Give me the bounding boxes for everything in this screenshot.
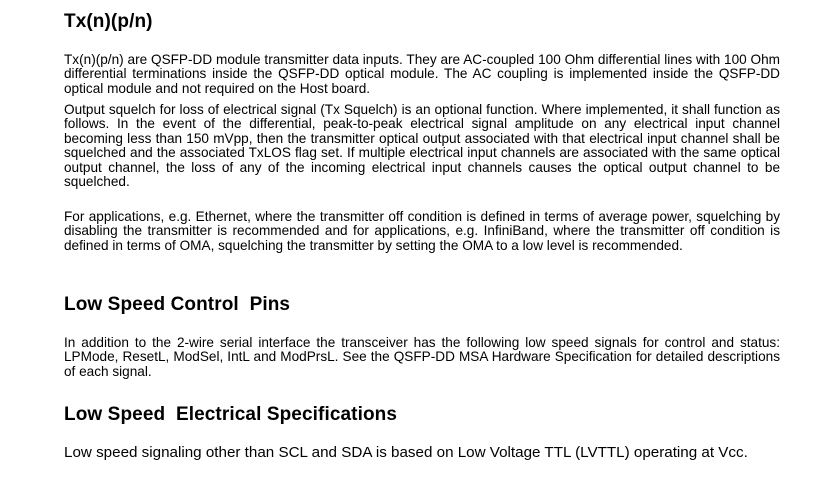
paragraph-tx-off-condition: For applications, e.g. Ethernet, where the transmitter off condition is defined in terms of average power, squelching by disabling the transmitter is recommended and for applications, e.g. InfiniBand, where the transmitter off condition is defined in terms of OMA, squelching the transmitter by setting the OMA to a low level is recommended. [64, 209, 780, 253]
paragraph-low-speed-control: In addition to the 2-wire serial interface the transceiver has the following low speed signals for control and status: LPMode, ResetL, ModSel, IntL and ModPrsL. See the QSFP-DD MSA Hardware Specification for detailed descriptions of each signal. [64, 335, 780, 379]
heading-low-speed-electrical-specs: Low Speed Electrical Specifications [64, 404, 398, 425]
heading-tx: Tx(n)(p/n) [64, 11, 153, 32]
paragraph-tx-squelch: Output squelch for loss of electrical signal (Tx Squelch) is an optional function. Where implemented, it shall function as follows. In the event of the differential, peak-to-peak electrical signal amplitude on any electrical input channel becoming less than 150 mVpp, then the transmitter optical output associated with that electrical input channel shall be squelched and the associated TxLOS flag set. If multiple electrical input channels are associated with the same optical output channel, the loss of any of the incoming electrical input channels causes the optical output channel to be squelched. [64, 102, 780, 190]
heading-low-speed-control-pins: Low Speed Control Pins [64, 294, 291, 315]
paragraph-low-speed-electrical: Low speed signaling other than SCL and SDA is based on Low Voltage TTL (LVTTL) operating at Vcc. [64, 444, 748, 461]
paragraph-tx-inputs: Tx(n)(p/n) are QSFP-DD module transmitter data inputs. They are AC-coupled 100 Ohm differential lines with 100 Ohm differential terminations inside the QSFP-DD optical module. The AC coupling is implemented inside the QSFP-DD optical module and not required on the Host board. [64, 52, 780, 96]
